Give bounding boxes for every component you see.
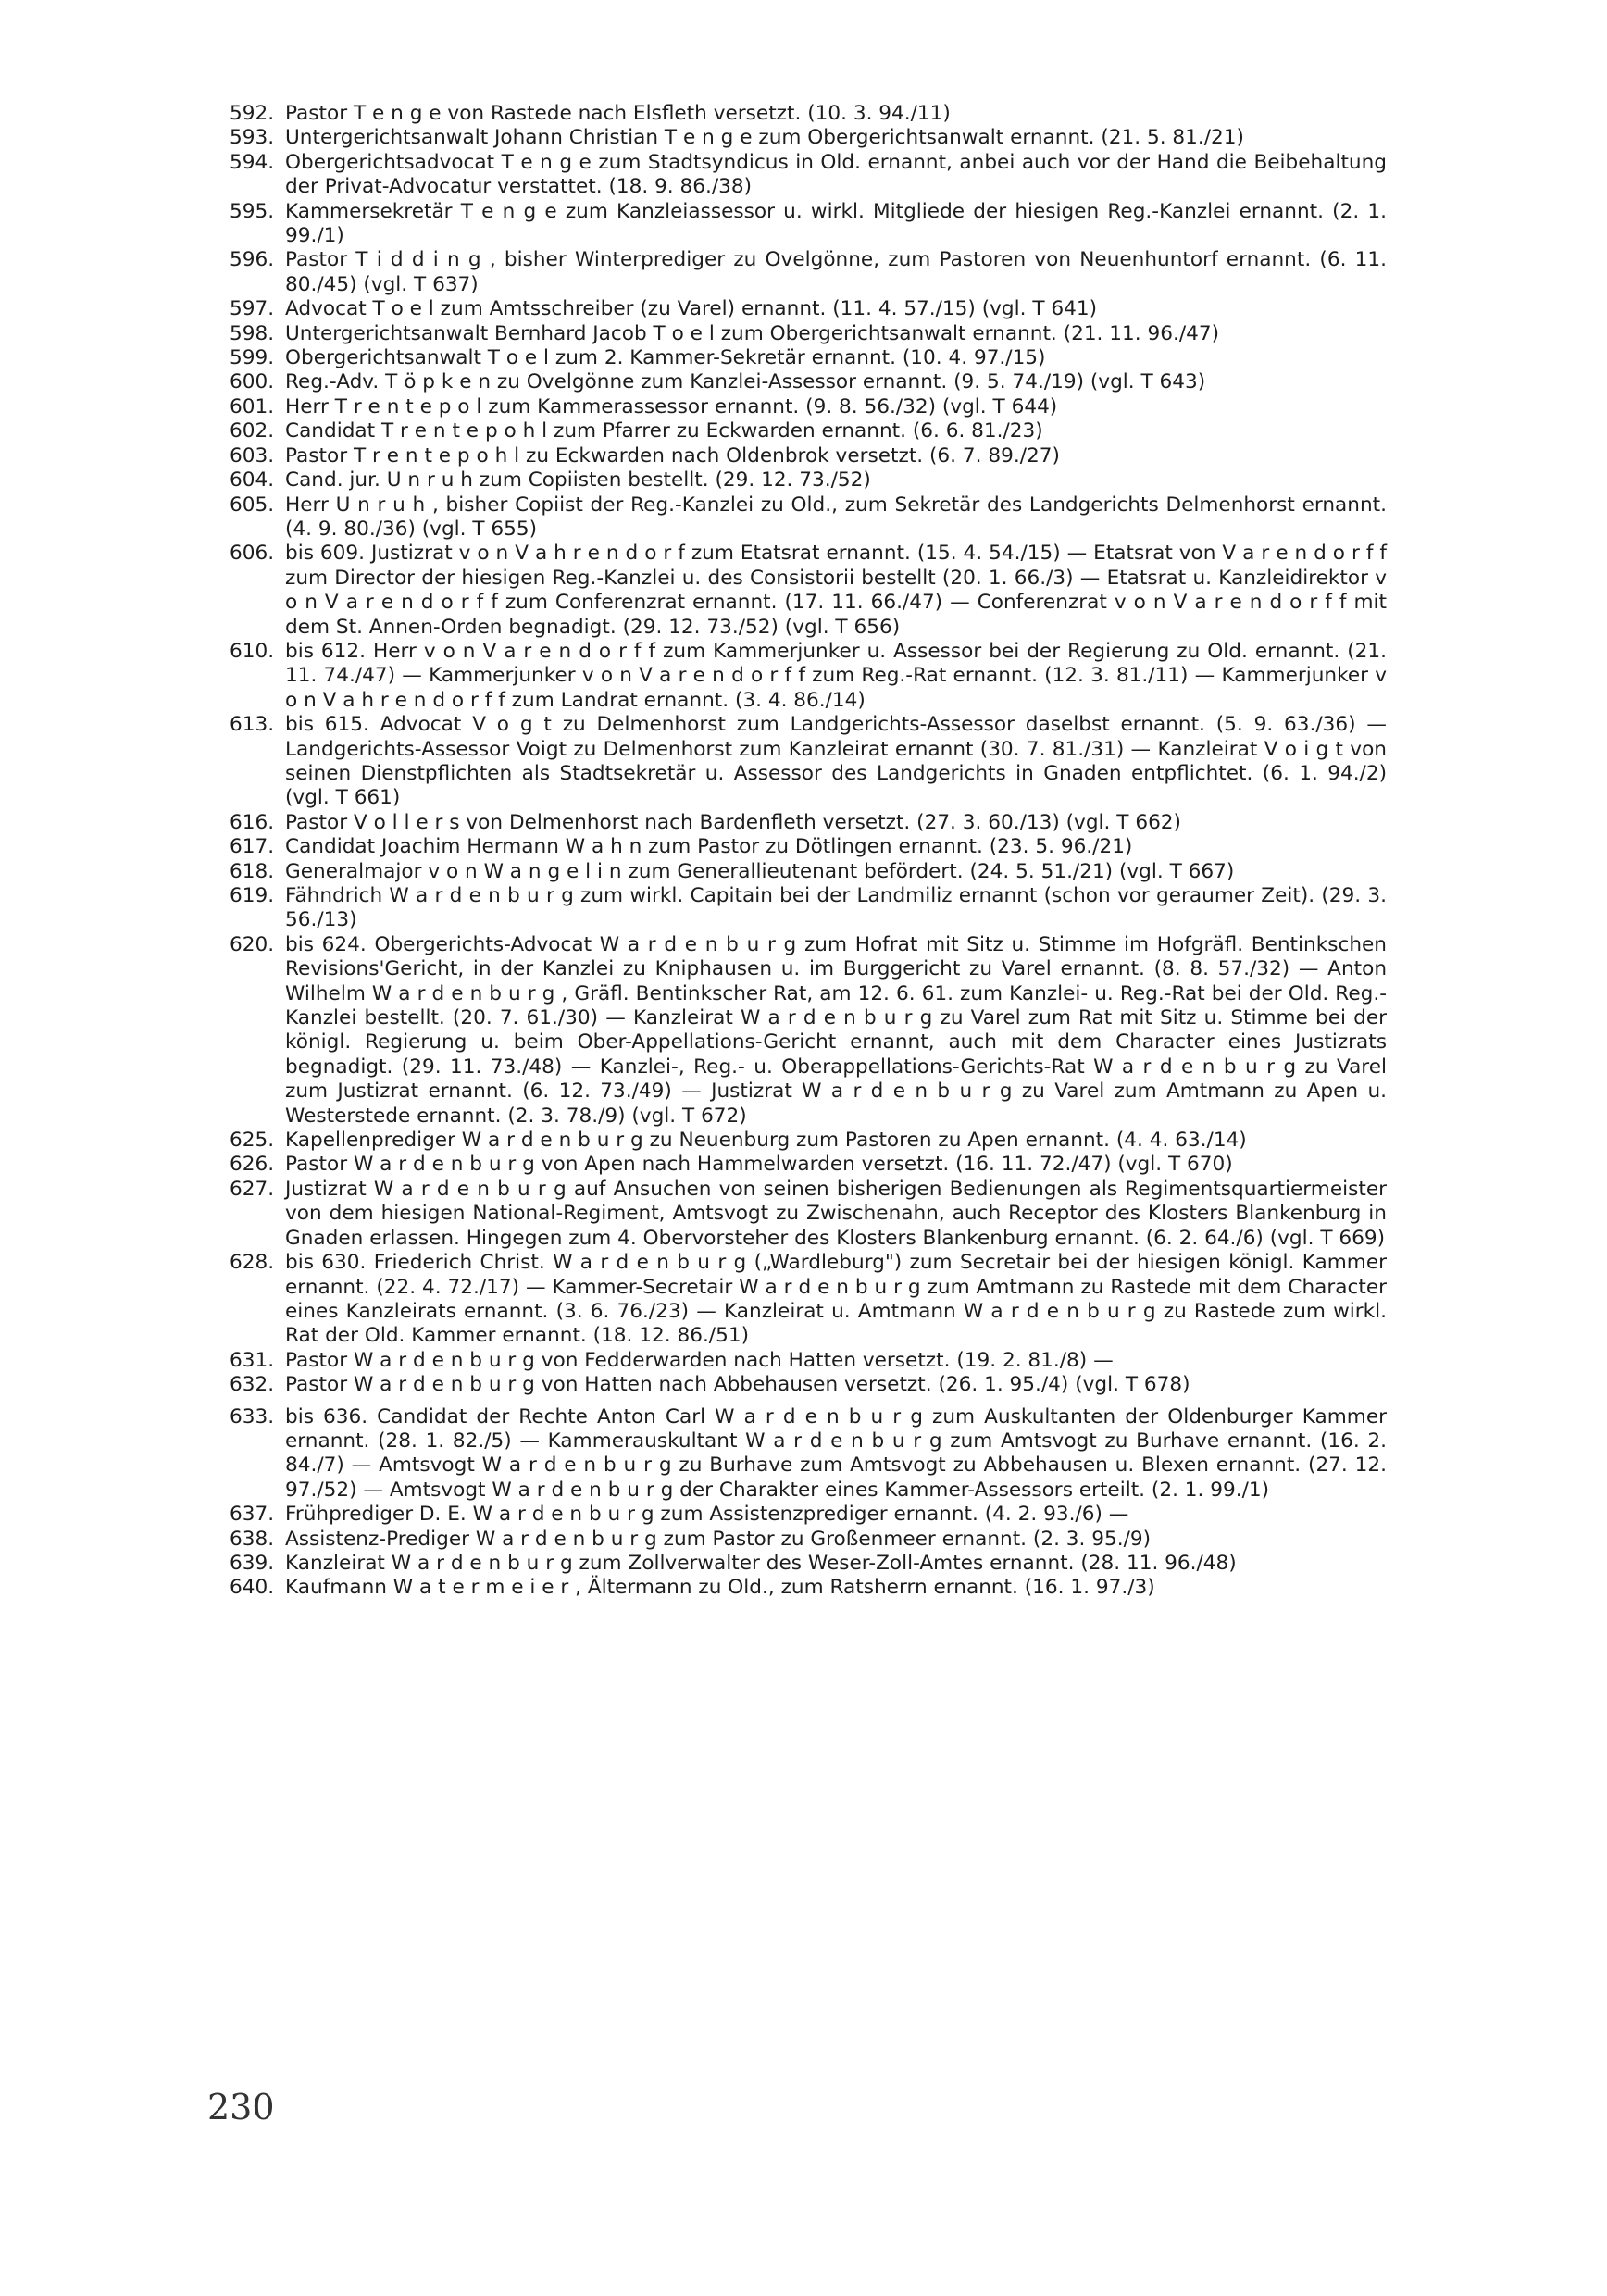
entry-595 bbox=[230, 200, 1387, 249]
entry-number: 628. bbox=[230, 1251, 275, 1275]
entry-637 bbox=[230, 1503, 1387, 1527]
entry-number: 598. bbox=[230, 321, 275, 345]
entry-number: 616. bbox=[230, 810, 275, 834]
entry-631 bbox=[230, 1349, 1387, 1373]
entry-598 bbox=[230, 322, 1387, 346]
entry-613 bbox=[230, 713, 1387, 811]
entry-text: bis 636. Candidat der Rechte Anton Carl W a r d e n b u r g zum Auskultanten der Oldenburger Kammer ernannt. (28. 1. 82./5) — Kammerauskultant W a r d e n b u r g zum Amtsvogt zu Burhave ernannt. (16. 2. 84./7) — Amtsvogt W a r d e n b u r g zu Burhave zum Amtsvogt zu Abbehausen u. Blexen ernannt. (27. 12. 97./52) — Amtsvogt W a r d e n b u r g der Charakter eines Kammer-Assessors erteilt. (2. 1. 99./1) bbox=[285, 1404, 1387, 1502]
entry-596 bbox=[230, 248, 1387, 297]
entry-text: Pastor T r e n t e p o h l zu Eckwarden nach Oldenbrok versetzt. (6. 7. 89./27) bbox=[285, 443, 1060, 468]
entry-number: 638. bbox=[230, 1527, 275, 1551]
entry-599 bbox=[230, 346, 1387, 370]
entry-632 bbox=[230, 1373, 1387, 1397]
entry-638 bbox=[230, 1528, 1387, 1552]
entry-number: 595. bbox=[230, 199, 275, 223]
entry-text: Herr T r e n t e p o l zum Kammerassessor ernannt. (9. 8. 56./32) (vgl. T 644) bbox=[285, 394, 1058, 418]
entry-text: Herr U n r u h , bisher Copiist der Reg.-Kanzlei zu Old., zum Sekretär des Landgerichts Delmenhorst ernannt. (4. 9. 80./36) (vgl. T 655) bbox=[285, 493, 1387, 541]
entry-number: 626. bbox=[230, 1153, 275, 1177]
entry-text: Kapellenprediger W a r d e n b u r g zu Neuenburg zum Pastoren zu Apen ernannt. (4. 4. 63./14) bbox=[285, 1129, 1247, 1153]
entry-number: 601. bbox=[230, 394, 275, 418]
entry-601 bbox=[230, 395, 1387, 419]
entry-text: Frühprediger D. E. W a r d e n b u r g zum Assistenzprediger ernannt. (4. 2. 93./6) — bbox=[285, 1503, 1129, 1527]
entry-number: 617. bbox=[230, 835, 275, 859]
entry-text: Cand. jur. U n r u h zum Copiisten bestellt. (29. 12. 73./52) bbox=[285, 468, 871, 493]
entry-625 bbox=[230, 1129, 1387, 1153]
entry-number: 618. bbox=[230, 859, 275, 883]
entry-600 bbox=[230, 370, 1387, 394]
entry-617 bbox=[230, 835, 1387, 859]
entry-616 bbox=[230, 811, 1387, 835]
entry-610 bbox=[230, 640, 1387, 713]
entry-text: Justizrat W a r d e n b u r g auf Ansuchen von seinen bisherigen Bedienungen als Regimentsquartiermeister von dem hiesigen National-Regiment, Amtsvogt zu Zwischenahn, auch Receptor des Klosters Blankenburg in Gnaden erlassen. Hingegen zum 4. Obervorsteher des Klosters Blankenburg ernannt. (6. 2. 64./6) (vgl. T 669) bbox=[285, 1177, 1387, 1250]
entry-597 bbox=[230, 297, 1387, 321]
entry-605 bbox=[230, 493, 1387, 543]
entry-number: 597. bbox=[230, 297, 275, 321]
entry-text: Candidat T r e n t e p o h l zum Pfarrer zu Eckwarden ernannt. (6. 6. 81./23) bbox=[285, 419, 1043, 443]
entry-number: 593. bbox=[230, 126, 275, 150]
entry-text: Fähndrich W a r d e n b u r g zum wirkl. Capitain bei der Landmiliz ernannt (schon vor geraumer Zeit). (29. 3. 56./13) bbox=[285, 884, 1387, 932]
entry-number: 637. bbox=[230, 1503, 275, 1527]
entry-text: bis 615. Advocat V o g t zu Delmenhorst zum Landgerichts-Assessor daselbst ernannt. (5. 9. 63./36) — Landgerichts-Assessor Voigt zu Delmenhorst zum Kanzleirat ernannt (30. 7. 81./31) — Kanzleirat V o i g t von seinen Dienstpflichten als Stadtsekretär u. Assessor des Landgerichts in Gnaden entpflichtet. (6. 1. 94./2) (vgl. T 661) bbox=[285, 713, 1387, 810]
entry-number: 592. bbox=[230, 102, 275, 125]
entry-number: 613. bbox=[230, 713, 275, 737]
entry-618 bbox=[230, 860, 1387, 884]
entry-text: Advocat T o e l zum Amtsschreiber (zu Varel) ernannt. (11. 4. 57./15) (vgl. T 641) bbox=[285, 297, 1098, 321]
entry-619 bbox=[230, 884, 1387, 933]
entry-text: Candidat Joachim Hermann W a h n zum Pastor zu Dötlingen ernannt. (23. 5. 96./21) bbox=[285, 835, 1133, 859]
entry-list bbox=[230, 102, 1387, 1601]
entry-number: 640. bbox=[230, 1576, 275, 1600]
entry-606 bbox=[230, 542, 1387, 640]
entry-639 bbox=[230, 1552, 1387, 1576]
entry-number: 625. bbox=[230, 1129, 275, 1153]
entry-text: Pastor W a r d e n b u r g von Fedderwarden nach Hatten versetzt. (19. 2. 81./8) — bbox=[285, 1348, 1114, 1372]
entry-626 bbox=[230, 1153, 1387, 1177]
entry-604 bbox=[230, 468, 1387, 493]
entry-text: Kaufmann W a t e r m e i e r , Ältermann zu Old., zum Ratsherrn ernannt. (16. 1. 97./3) bbox=[285, 1576, 1155, 1600]
entry-number: 620. bbox=[230, 932, 275, 956]
entry-602 bbox=[230, 419, 1387, 443]
entry-text: Obergerichtsadvocat T e n g e zum Stadtsyndicus in Old. ernannt, anbei auch vor der Hand die Beibehaltung der Privat-Advocatur verstattet. (18. 9. 86./38) bbox=[285, 150, 1387, 199]
entry-text: bis 630. Friederich Christ. W a r d e n b u r g („Wardleburg") zum Secretair bei der hiesigen königl. Kammer ernannt. (22. 4. 72./17) — Kammer-Secretair W a r d e n b u r g zum Amtmann zu Rastede mit dem Character eines Kanzleirats ernannt. (3. 6. 76./23) — Kanzleirat u. Amtmann W a r d e n b u r g zu Rastede zum wirkl. Rat der Old. Kammer ernannt. (18. 12. 86./51) bbox=[285, 1251, 1387, 1348]
entry-627 bbox=[230, 1178, 1387, 1251]
entry-number: 610. bbox=[230, 639, 275, 663]
entry-text: Pastor T i d d i n g , bisher Winterprediger zu Ovelgönne, zum Pastoren von Neuenhuntorf ernannt. (6. 11. 80./45) (vgl. T 637) bbox=[285, 248, 1387, 296]
entry-text: Kammersekretär T e n g e zum Kanzleiassessor u. wirkl. Mitgliede der hiesigen Reg.-Kanzlei ernannt. (2. 1. 99./1) bbox=[285, 199, 1387, 248]
entry-text: Pastor W a r d e n b u r g von Hatten nach Abbehausen versetzt. (26. 1. 95./4) (vgl. T 678) bbox=[285, 1373, 1190, 1397]
entry-640 bbox=[230, 1576, 1387, 1600]
entry-text: Assistenz-Prediger W a r d e n b u r g zum Pastor zu Großenmeer ernannt. (2. 3. 95./9) bbox=[285, 1527, 1152, 1551]
entry-text: bis 609. Justizrat v o n V a h r e n d o r f zum Etatsrat ernannt. (15. 4. 54./15) — Etatsrat von V a r e n d o r f f zum Director der hiesigen Reg.-Kanzlei u. des Consistorii bestellt (20. 1. 66./3) — Etatsrat u. Kanzleidirektor v o n V a r e n d o r f f zum Conferenzrat ernannt. (17. 11. 66./47) — Conferenzrat v o n V a r e n d o r f f mit dem St. Annen-Orden begnadigt. (29. 12. 73./52) (vgl. T 656) bbox=[285, 542, 1387, 639]
entry-number: 600. bbox=[230, 370, 275, 394]
entry-number: 639. bbox=[230, 1551, 275, 1575]
entry-text: Kanzleirat W a r d e n b u r g zum Zollverwalter des Weser-Zoll-Amtes ernannt. (28. 11. 96./48) bbox=[285, 1551, 1237, 1575]
entry-text: Untergerichtsanwalt Bernhard Jacob T o e l zum Obergerichtsanwalt ernannt. (21. 11. 96./47) bbox=[285, 321, 1220, 345]
entry-text: bis 612. Herr v o n V a r e n d o r f f zum Kammerjunker u. Assessor bei der Regierung zu Old. ernannt. (21. 11. 74./47) — Kammerjunker v o n V a r e n d o r f f zum Reg.-Rat ernannt. (12. 3. 81./11) — Kammerjunker v o n V a h r e n d o r f f zum Landrat ernannt. (3. 4. 86./14) bbox=[285, 639, 1387, 712]
entry-number: 599. bbox=[230, 346, 275, 370]
entry-number: 596. bbox=[230, 248, 275, 272]
entry-text: Generalmajor v o n W a n g e l i n zum Generallieutenant befördert. (24. 5. 51./21) (vgl. T 667) bbox=[285, 859, 1235, 883]
entry-text: Pastor T e n g e von Rastede nach Elsfleth versetzt. (10. 3. 94./11) bbox=[285, 102, 951, 125]
entry-number: 604. bbox=[230, 468, 275, 493]
entry-592 bbox=[230, 102, 1387, 126]
entry-620 bbox=[230, 933, 1387, 1129]
entry-text: bis 624. Obergerichts-Advocat W a r d e n b u r g zum Hofrat mit Sitz u. Stimme im Hofgräfl. Bentinkschen Revisions'Gericht, in der Kanzlei zu Kniphausen u. im Burggericht zu Varel ernannt. (8. 8. 57./32) — Anton Wilhelm W a r d e n b u r g , Gräfl. Bentinkscher Rat, am 12. 6. 61. zum Kanzlei- u. Reg.-Rat bei der Old. Reg.-Kanzlei bestellt. (20. 7. 61./30) — Kanzleirat W a r d e n b u r g zu Varel zum Rat mit Sitz u. Stimme bei der königl. Regierung u. beim Ober-Appellations-Gericht ernannt, auch mit dem Character eines Justizrats begnadigt. (29. 11. 73./48) — Kanzlei-, Reg.- u. Oberappellations-Gerichts-Rat W a r d e n b u r g zu Varel zum Justizrat ernannt. (6. 12. 73./49) — Justizrat W a r d e n b u r g zu Varel zum Amtmann zu Apen u. Westerstede ernannt. (2. 3. 78./9) (vgl. T 672) bbox=[285, 932, 1387, 1128]
entry-text: Obergerichtsanwalt T o e l zum 2. Kammer-Sekretär ernannt. (10. 4. 97./15) bbox=[285, 346, 1046, 370]
entry-number: 631. bbox=[230, 1348, 275, 1372]
entry-text: Reg.-Adv. T ö p k e n zu Ovelgönne zum Kanzlei-Assessor ernannt. (9. 5. 74./19) (vgl. T 643) bbox=[285, 370, 1206, 394]
entry-text: Pastor V o l l e r s von Delmenhorst nach Bardenfleth versetzt. (27. 3. 60./13) (vgl. T 662) bbox=[285, 810, 1181, 834]
entry-number: 602. bbox=[230, 419, 275, 443]
entry-text: Pastor W a r d e n b u r g von Apen nach Hammelwarden versetzt. (16. 11. 72./47) (vgl. T 670) bbox=[285, 1153, 1233, 1177]
entry-594 bbox=[230, 151, 1387, 200]
page-number: 230 bbox=[207, 2087, 275, 2128]
entry-number: 606. bbox=[230, 542, 275, 566]
entry-603 bbox=[230, 444, 1387, 468]
entry-text: Untergerichtsanwalt Johann Christian T e n g e zum Obergerichtsanwalt ernannt. (21. 5. 81./21) bbox=[285, 126, 1244, 150]
entry-number: 594. bbox=[230, 150, 275, 174]
entry-number: 633. bbox=[230, 1404, 275, 1429]
entry-628 bbox=[230, 1251, 1387, 1349]
entry-number: 619. bbox=[230, 884, 275, 907]
entry-593 bbox=[230, 126, 1387, 150]
entry-number: 627. bbox=[230, 1177, 275, 1201]
entry-number: 603. bbox=[230, 443, 275, 468]
entry-number: 605. bbox=[230, 493, 275, 517]
entry-633 bbox=[230, 1405, 1387, 1504]
entry-number: 632. bbox=[230, 1373, 275, 1397]
